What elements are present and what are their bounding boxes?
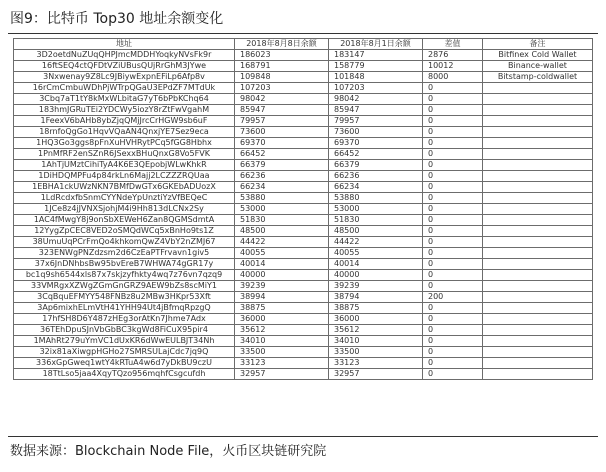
cell-diff: 0 — [423, 171, 483, 182]
top-rule — [8, 33, 598, 34]
cell-balance-aug8: 168791 — [235, 61, 329, 72]
table-row — [14, 83, 593, 94]
cell-address: 3D2oetdNuZUqQHPJmcMDDHYoqkyNVsFk9r — [14, 50, 235, 61]
cell-balance-aug8: 66234 — [235, 182, 329, 193]
cell-balance-aug8: 40014 — [235, 259, 329, 270]
table-row — [14, 314, 593, 325]
cell-address: 18TtLso5jaa4XqyTQzo956mqhfCsgcufdh — [14, 369, 235, 380]
cell-balance-aug1: 158779 — [329, 61, 423, 72]
cell-diff: 0 — [423, 94, 483, 105]
cell-note — [483, 149, 593, 160]
cell-address: 1PnMfRF2enSZnR6JSexxBHuQnxG8Vo5FVK — [14, 149, 235, 160]
cell-address: 12YygZpCEC8VED2oSMQdWCq5xBnHo9ts1Z — [14, 226, 235, 237]
cell-balance-aug1: 33500 — [329, 347, 423, 358]
cell-diff: 0 — [423, 160, 483, 171]
cell-balance-aug1: 48500 — [329, 226, 423, 237]
cell-diff: 0 — [423, 237, 483, 248]
cell-address: 38UmuUqPCrFmQo4khkomQwZ4VbY2nZMJ67 — [14, 237, 235, 248]
cell-balance-aug8: 44422 — [235, 237, 329, 248]
table-row — [14, 149, 593, 160]
cell-diff: 0 — [423, 127, 483, 138]
cell-note: Bitstamp-coldwallet — [483, 72, 593, 83]
cell-address: 1AC4fMwgY8j9onSbXEWeH6Zan8QGMSdmtA — [14, 215, 235, 226]
table-row — [14, 303, 593, 314]
cell-address: 32ix81aXiwgpHGHo27SMRSULajCdc7jq9Q — [14, 347, 235, 358]
cell-diff: 0 — [423, 281, 483, 292]
cell-balance-aug8: 79957 — [235, 116, 329, 127]
cell-address: 323ENWgPNZdzsm2d6CzEaPTFrvavn1giv5 — [14, 248, 235, 259]
table-row — [14, 358, 593, 369]
cell-address: 3Nxwenay9Z8Lc9JBiywExpnEFiLp6Afp8v — [14, 72, 235, 83]
cell-balance-aug8: 38875 — [235, 303, 329, 314]
cell-balance-aug8: 32957 — [235, 369, 329, 380]
cell-address: 1AhTjUMztCihiTyA4K6E3QEpobjWLwKhkR — [14, 160, 235, 171]
cell-note — [483, 292, 593, 303]
cell-balance-aug8: 33500 — [235, 347, 329, 358]
table-row — [14, 127, 593, 138]
cell-diff: 0 — [423, 182, 483, 193]
cell-balance-aug8: 73600 — [235, 127, 329, 138]
table-row — [14, 61, 593, 72]
cell-balance-aug1: 66236 — [329, 171, 423, 182]
cell-balance-aug8: 40055 — [235, 248, 329, 259]
cell-balance-aug1: 51830 — [329, 215, 423, 226]
table-row — [14, 248, 593, 259]
cell-balance-aug8: 66236 — [235, 171, 329, 182]
cell-address: 336xGpGweq1wtY4kRTuA4w6d7yDkBU9czU — [14, 358, 235, 369]
table-row — [14, 270, 593, 281]
cell-diff: 8000 — [423, 72, 483, 83]
cell-balance-aug8: 98042 — [235, 94, 329, 105]
cell-balance-aug1: 35612 — [329, 325, 423, 336]
cell-note — [483, 171, 593, 182]
cell-balance-aug1: 66379 — [329, 160, 423, 171]
cell-balance-aug1: 53000 — [329, 204, 423, 215]
cell-balance-aug8: 51830 — [235, 215, 329, 226]
cell-balance-aug1: 32957 — [329, 369, 423, 380]
cell-note — [483, 138, 593, 149]
header-balance-aug1: 2018年8月1日余额 — [329, 39, 423, 50]
cell-diff: 200 — [423, 292, 483, 303]
cell-balance-aug1: 44422 — [329, 237, 423, 248]
cell-balance-aug8: 40000 — [235, 270, 329, 281]
cell-address: 37x6JnDNhbsBw95bvEreB7WHWA74gGR17y — [14, 259, 235, 270]
cell-diff: 0 — [423, 204, 483, 215]
cell-balance-aug1: 183147 — [329, 50, 423, 61]
cell-diff: 0 — [423, 259, 483, 270]
cell-address: 1JCe8z4jJVNXSjohjM4i9Hh813dLCNx2Sy — [14, 204, 235, 215]
cell-balance-aug8: 36000 — [235, 314, 329, 325]
cell-address: 3Ap6mixhELmVtH41YHH94Ut4jBfmqRpzgQ — [14, 303, 235, 314]
cell-balance-aug8: 53880 — [235, 193, 329, 204]
cell-diff: 0 — [423, 215, 483, 226]
cell-balance-aug8: 53000 — [235, 204, 329, 215]
cell-address: 16ftSEQ4ctQFDtVZiUBusQUjRrGhM3JYwe — [14, 61, 235, 72]
cell-balance-aug8: 107203 — [235, 83, 329, 94]
bottom-rule — [8, 436, 598, 437]
table-row — [14, 72, 593, 83]
cell-note — [483, 347, 593, 358]
header-address: 地址 — [14, 39, 235, 50]
cell-note — [483, 116, 593, 127]
cell-diff: 0 — [423, 138, 483, 149]
table-row — [14, 237, 593, 248]
cell-balance-aug8: 66379 — [235, 160, 329, 171]
cell-balance-aug1: 33123 — [329, 358, 423, 369]
cell-address: 1HQ3Go3ggs8pFnXuHVHRytPCq5fGG8Hbhx — [14, 138, 235, 149]
header-note: 备注 — [483, 39, 593, 50]
cell-address: 36TEhDpuSJnVbGbBC3kgWd8FiCuX95pir4 — [14, 325, 235, 336]
cell-diff: 10012 — [423, 61, 483, 72]
table-row — [14, 259, 593, 270]
cell-note — [483, 160, 593, 171]
cell-diff: 0 — [423, 314, 483, 325]
cell-balance-aug1: 53880 — [329, 193, 423, 204]
cell-diff: 0 — [423, 336, 483, 347]
cell-note: Binance-wallet — [483, 61, 593, 72]
table-row — [14, 105, 593, 116]
cell-address: 1MAhRt279uYmVC1dUxKR6dWwEULBJT34Nh — [14, 336, 235, 347]
table-row — [14, 182, 593, 193]
source-note: 数据来源：Blockchain Node File，火币区块链研究院 — [10, 444, 327, 459]
cell-balance-aug8: 33123 — [235, 358, 329, 369]
cell-note — [483, 270, 593, 281]
table-row — [14, 94, 593, 105]
cell-note — [483, 182, 593, 193]
cell-balance-aug1: 73600 — [329, 127, 423, 138]
table-row — [14, 50, 593, 61]
table-row — [14, 138, 593, 149]
figure-title: 图9：比特币 Top30 地址余额变化 — [10, 11, 224, 27]
cell-balance-aug1: 34010 — [329, 336, 423, 347]
cell-note: Bitfinex Cold Wallet — [483, 50, 593, 61]
cell-balance-aug1: 101848 — [329, 72, 423, 83]
cell-balance-aug1: 38794 — [329, 292, 423, 303]
table-row — [14, 171, 593, 182]
cell-address: 183hmJGRuTEi2YDCWy5iozY8rZtFwVgahM — [14, 105, 235, 116]
cell-note — [483, 281, 593, 292]
table-row — [14, 160, 593, 171]
cell-address: 33VMRgxXZWgZGmGnGRZ9AEW9bZs8scMiY1 — [14, 281, 235, 292]
cell-balance-aug1: 98042 — [329, 94, 423, 105]
cell-address: 3Cbq7aT1tY8kMxWLbitaG7yT6bPbKChq64 — [14, 94, 235, 105]
cell-balance-aug1: 79957 — [329, 116, 423, 127]
cell-note — [483, 83, 593, 94]
cell-balance-aug1: 38875 — [329, 303, 423, 314]
cell-balance-aug1: 85947 — [329, 105, 423, 116]
table-row — [14, 281, 593, 292]
cell-note — [483, 204, 593, 215]
cell-balance-aug8: 66452 — [235, 149, 329, 160]
cell-balance-aug1: 69370 — [329, 138, 423, 149]
cell-balance-aug1: 40014 — [329, 259, 423, 270]
cell-note — [483, 325, 593, 336]
table-row — [14, 347, 593, 358]
cell-diff: 0 — [423, 193, 483, 204]
cell-note — [483, 193, 593, 204]
cell-balance-aug1: 107203 — [329, 83, 423, 94]
table-row — [14, 325, 593, 336]
table-row — [14, 215, 593, 226]
cell-balance-aug8: 48500 — [235, 226, 329, 237]
cell-note — [483, 127, 593, 138]
cell-diff: 0 — [423, 303, 483, 314]
cell-address: 1DiHDQMPFu4p84rkLn6Majj2LCZZZRQUaa — [14, 171, 235, 182]
cell-note — [483, 314, 593, 325]
cell-diff: 0 — [423, 248, 483, 259]
cell-balance-aug8: 109848 — [235, 72, 329, 83]
cell-diff: 0 — [423, 116, 483, 127]
cell-balance-aug8: 38994 — [235, 292, 329, 303]
table-header-row — [14, 39, 593, 50]
cell-address: bc1q9sh6544xls87x7skjzyfhkty4wq7z76vn7qzq9 — [14, 270, 235, 281]
table-row — [14, 369, 593, 380]
table-container — [13, 38, 592, 380]
table-row — [14, 226, 593, 237]
cell-address: 17hfSH8D6Y487zHEg3orAtKn7Jhme7Adx — [14, 314, 235, 325]
cell-note — [483, 94, 593, 105]
cell-diff: 0 — [423, 325, 483, 336]
cell-note — [483, 259, 593, 270]
table-row — [14, 336, 593, 347]
cell-diff: 2876 — [423, 50, 483, 61]
cell-balance-aug1: 39239 — [329, 281, 423, 292]
cell-note — [483, 369, 593, 380]
cell-balance-aug1: 40055 — [329, 248, 423, 259]
cell-diff: 0 — [423, 270, 483, 281]
cell-address: 1EBHA1ckUWzNKN7BMfDwGTx6GKEbADUozX — [14, 182, 235, 193]
cell-balance-aug8: 69370 — [235, 138, 329, 149]
cell-note — [483, 303, 593, 314]
cell-balance-aug8: 34010 — [235, 336, 329, 347]
cell-note — [483, 248, 593, 259]
cell-note — [483, 215, 593, 226]
cell-balance-aug1: 36000 — [329, 314, 423, 325]
cell-balance-aug8: 39239 — [235, 281, 329, 292]
cell-note — [483, 237, 593, 248]
cell-diff: 0 — [423, 149, 483, 160]
cell-address: 1LdRcdxfbSnmCYYNdeYpUnztiYzVfBEQeC — [14, 193, 235, 204]
cell-diff: 0 — [423, 226, 483, 237]
cell-diff: 0 — [423, 358, 483, 369]
cell-balance-aug1: 40000 — [329, 270, 423, 281]
balance-table — [13, 38, 593, 380]
table-row — [14, 116, 593, 127]
table-row — [14, 292, 593, 303]
cell-balance-aug1: 66452 — [329, 149, 423, 160]
cell-diff: 0 — [423, 347, 483, 358]
table-row — [14, 193, 593, 204]
cell-diff: 0 — [423, 83, 483, 94]
cell-note — [483, 105, 593, 116]
cell-balance-aug8: 35612 — [235, 325, 329, 336]
cell-note — [483, 358, 593, 369]
header-diff: 差值 — [423, 39, 483, 50]
cell-note — [483, 226, 593, 237]
cell-balance-aug8: 186023 — [235, 50, 329, 61]
table-body — [14, 50, 593, 380]
cell-address: 18rnfoQgGo1HqvVQaAN4QnxjYE7Sez9eca — [14, 127, 235, 138]
cell-note — [483, 336, 593, 347]
cell-diff: 0 — [423, 105, 483, 116]
cell-address: 3CqBquEFMYY548FNBz8u2MBw3HKpr53Xft — [14, 292, 235, 303]
cell-balance-aug8: 85947 — [235, 105, 329, 116]
cell-address: 16rCmCmbuWDhPjWTrpQGaU3EPdZF7MTdUk — [14, 83, 235, 94]
table-row — [14, 204, 593, 215]
cell-balance-aug1: 66234 — [329, 182, 423, 193]
cell-diff: 0 — [423, 369, 483, 380]
header-balance-aug8: 2018年8月8日余额 — [235, 39, 329, 50]
cell-address: 1FeexV6bAHb8ybZjqQMjJrcCrHGW9sb6uF — [14, 116, 235, 127]
